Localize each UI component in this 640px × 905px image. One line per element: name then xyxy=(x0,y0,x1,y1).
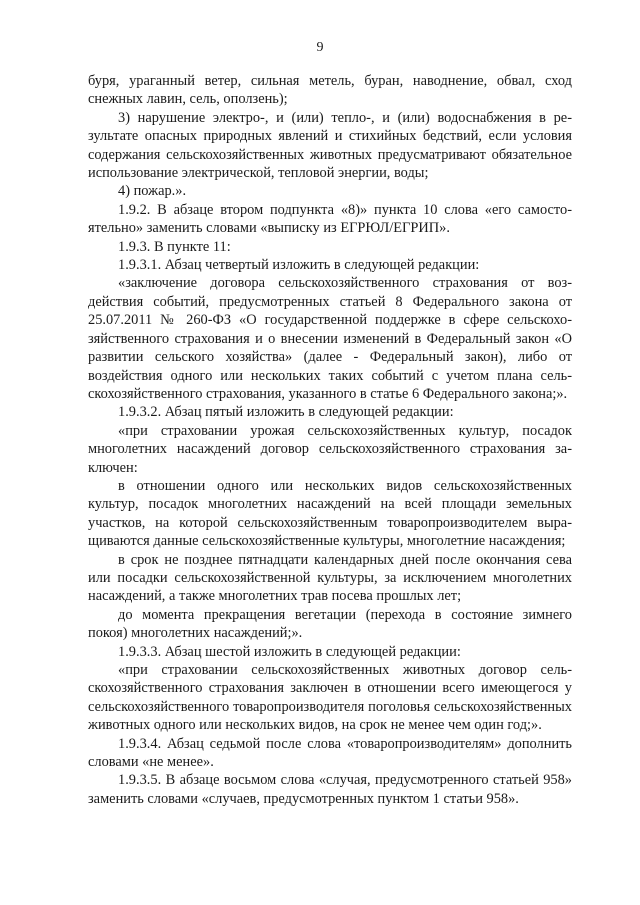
paragraph-crop-types: в отношении одного или нескольких видов сельскохозяйственных культур, посадок многолетних насаждений на всей площади земельных участков, на которой сельскохозяйственным товаропроизводителем выращиваются данные сельскохозяйственные культуры, многолетние насаждения; xyxy=(88,477,572,550)
paragraph-1-9-3-2: 1.9.3.2. Абзац пятый изложить в следующей редакции: xyxy=(118,404,454,421)
document-body xyxy=(88,72,572,808)
paragraph-quote-insurance-contract: «заключение договора сельскохозяйственного страхования от воздействия событий, предусмотренных статьей 8 Федерального закона от 25.07.2011 № 260-ФЗ «О государственной поддержке в сфере сельскохозяйственного страхования и о внесении изменений в Федеральный закон «О развитии сельского хозяйства» (далее - Федеральный закон), либо от воздействия одного или нескольких таких событий с учетом плана сельскохозяйственного страхования, указанного в статье 6 Федерального закона;». xyxy=(88,275,572,402)
paragraph-vegetation: до момента прекращения вегетации (перехода в состояние зимнего покоя) многолетних насаждений;». xyxy=(88,606,572,642)
paragraph-deadline: в срок не позднее пятнадцати календарных дней после окончания сева или посадки сельскохозяйственной культуры, за исключением многолетних насаждений, а также многолетних трав посева прошлых лет; xyxy=(88,551,572,605)
paragraph-item-4: 4) пожар.». xyxy=(118,183,187,200)
paragraph-1-9-3-5: 1.9.3.5. В абзаце восьмом слова «случая, предусмотренного статьей 958» заменить словами «случаев, предусмотренных пунктом 1 статьи 958». xyxy=(88,772,572,807)
paragraph-1-9-3-1: 1.9.3.1. Абзац четвертый изложить в следующей редакции: xyxy=(118,257,480,274)
paragraph-quote-crop-insurance: «при страховании урожая сельскохозяйственных культур, посадок многолетних насаждений договор сельскохозяйственного страхования заключен: xyxy=(88,422,572,476)
paragraph-1-9-3-4: 1.9.3.4. Абзац седьмой после слова «товаропроизводителям» дополнить словами «не менее». xyxy=(88,735,572,771)
paragraph-1-9-3-3: 1.9.3.3. Абзац шестой изложить в следующей редакции: xyxy=(118,643,461,660)
paragraph-hazards-continued: буря, ураганный ветер, сильная метель, буран, наводнение, обвал, сход снежных лавин, сель, оползень); xyxy=(88,73,572,108)
paragraph-1-9-2: 1.9.2. В абзаце втором подпункта «8)» пункта 10 слова «его самостоятельно» заменить словами «выписку из ЕГРЮЛ/ЕГРИП». xyxy=(88,201,572,237)
paragraph-quote-animal-insurance: «при страховании сельскохозяйственных животных договор сельскохозяйственного страхования заключен в отношении всего имеющегося у сельскохозяйственного товаропроизводителя поголовья сельскохозяйственных животных одного или нескольких видов, на срок не менее чем один год;». xyxy=(88,662,572,734)
paragraph-1-9-3: 1.9.3. В пункте 11: xyxy=(118,238,231,255)
paragraph-item-3: 3) нарушение электро-, и (или) тепло-, и (или) водоснабжения в результате опасных природных явлений и стихийных бедствий, если условия содержания сельскохозяйственных животных предусматривают обязательное использование электрической, тепловой энергии, воды; xyxy=(88,109,572,182)
page-number: 9 xyxy=(316,40,324,55)
